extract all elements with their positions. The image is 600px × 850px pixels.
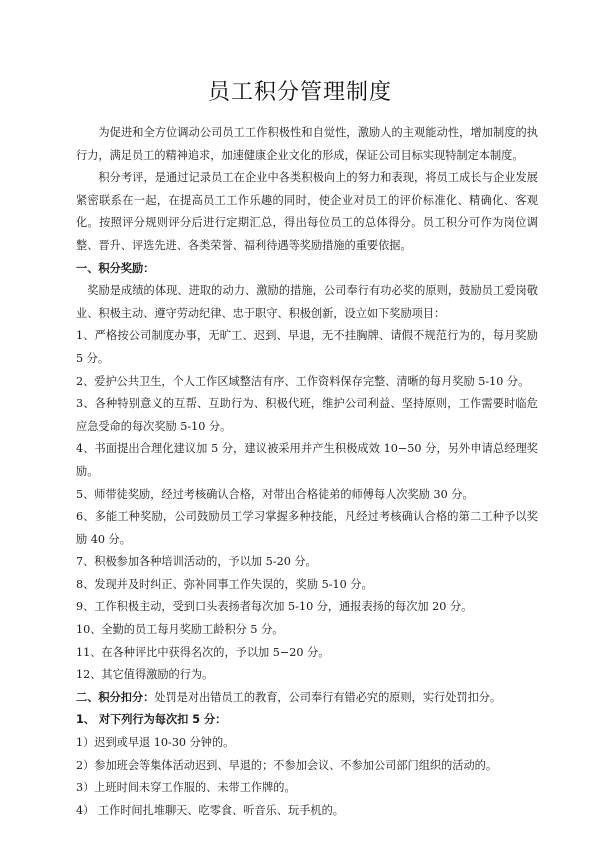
intro-paragraph: 为促进和全方位调动公司员工工作积极性和自觉性，激励人的主观能动性，增加制度的执行力，满足员工的精神追求，加速健康企业文化的形成，保证公司目标实现特制定本制度。 bbox=[76, 126, 538, 162]
section-2-intro: 处罚是对出错员工的教育，公司奉行有错必究的原则，实行处罚扣分。 bbox=[154, 690, 502, 704]
reward-item: 9、工作积极主动，受到口头表扬者每次加 5-10 分，通报表扬的每次加 20 分。 bbox=[76, 600, 473, 614]
deduction-item: 3）上班时间未穿工作服的、未带工作牌的。 bbox=[76, 781, 296, 795]
reward-item: 4、书面提出合理化建议加 5 分，建议被采用并产生积极成效 10−50 分，另外申请总经理奖励。 bbox=[76, 442, 538, 478]
reward-item: 3、各种特别意义的互帮、互助行为、积极代班，维护公司利益、坚持原则，工作需要时临危应急受命的每次奖励 5-10 分。 bbox=[76, 397, 538, 433]
reward-item: 11、在各种评比中获得名次的，予以加 5−20 分。 bbox=[76, 645, 330, 659]
reward-item: 7、积极参加各种培训活动的，予以加 5-20 分。 bbox=[76, 555, 317, 569]
definition-paragraph: 积分考评，是通过记录员工在企业中各类积极向上的努力和表现，将员工成长与企业发展紧密联系在一起，在提高员工工作乐趣的同时，使企业对员工的评价标准化、精确化、客观化。按照评分规则评分后进行定期汇总，得出每位员工的总体得分。员工积分可作为岗位调整、晋升、评选先进、各类荣誉、福利待遇等奖励措施的重要依据。 bbox=[76, 171, 538, 252]
reward-item: 1、严格按公司制度办事，无旷工、迟到、早退，无不挂胸牌、请假不规范行为的，每月奖励 5 分。 bbox=[76, 329, 538, 365]
reward-item: 10、全勤的员工每月奖励工龄积分 5 分。 bbox=[76, 623, 284, 637]
section-1-intro: 奖励是成绩的体现、进取的动力、激励的措施，公司奉行有功必奖的原则，鼓励员工爱岗敬业、积极主动、遵守劳动纪律、忠于职守、积极创新，设立如下奖励项目： bbox=[76, 284, 538, 320]
reward-item: 6、多能工种奖励，公司鼓励员工学习掌握多种技能，凡经过考核确认合格的第二工种予以奖励 40 分。 bbox=[76, 510, 538, 546]
section-2-heading: 二、积分扣分： bbox=[76, 690, 155, 704]
deduction-item: 4） 工作时间扎堆聊天、吃零食、听音乐、玩手机的。 bbox=[76, 803, 344, 817]
reward-item: 5、师带徒奖励，经过考核确认合格，对带出合格徒弟的师傅每人次奖励 30 分。 bbox=[76, 487, 474, 501]
reward-item: 8、发现并及时纠正、弥补同事工作失误的，奖励 5-10 分。 bbox=[76, 577, 373, 591]
page-title: 员工积分管理制度 bbox=[207, 80, 392, 105]
document-body bbox=[76, 122, 538, 822]
section-1-heading: 一、积分奖励： bbox=[76, 261, 155, 275]
reward-item: 2、爱护公共卫生，个人工作区域整洁有序、工作资料保存完整、清晰的每月奖励 5-10 分。 bbox=[76, 374, 530, 388]
deduction-sub-heading: 1、 对下列行为每次扣 5 分： bbox=[76, 713, 227, 727]
deduction-item: 1）迟到或早退 10-30 分钟的。 bbox=[76, 736, 235, 750]
deduction-item: 2）参加班会等集体活动迟到、早退的；不参加会议、不参加公司部门组织的活动的。 bbox=[76, 758, 498, 772]
section-2-line bbox=[76, 687, 538, 710]
reward-item: 12、其它值得激励的行为。 bbox=[76, 668, 214, 682]
